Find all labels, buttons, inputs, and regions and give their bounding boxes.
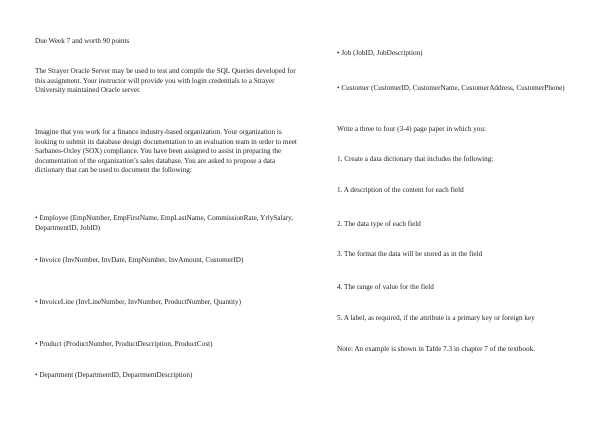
table-item-invoiceline: • InvoiceLine (InvLineNumber, InvNumber, ProductNumber, Quantity)	[35, 298, 242, 306]
table-item-department: • Department (DepartmentID, DepartmentDescription)	[35, 371, 193, 379]
table-item-employee: • Employee (EmpNumber, EmpFirstName, EmpLastName, CommissionRate, YrlySalary, DepartmentID, JobID)	[35, 214, 294, 232]
task-label: 5. A label, as required, if the attribute is a primary key or foreign key	[337, 314, 535, 322]
task-format: 3. The format the data will be stored as in the field	[337, 250, 483, 258]
textbook-note: Note: An example is shown in Table 7.3 in chapter 7 of the textbook.	[337, 345, 535, 353]
table-item-product: • Product (ProductNumber, ProductDescription, ProductCost)	[35, 340, 213, 348]
task-range: 4. The range of value for the field	[337, 283, 434, 291]
server-note: The Strayer Oracle Server may be used to test and compile the SQL Queries developed for this assignment. Your instructor will provide you with login credentials to a Strayer University maintained Oracle server.	[35, 67, 296, 95]
task-description: 1. A description of the content for each field	[337, 186, 464, 194]
scenario-paragraph: Imagine that you work for a finance industry-based organization. Your organization is looking to submit its database design documentation to an evaluation team in order to meet Sarbanes-Oxley (SOX) compliance. You have been assigned to assist in preparing the documentation of the organization’s sales database. You are asked to propose a data dictionary that can be used to document the following:	[35, 128, 297, 175]
table-item-job: • Job (JobID, JobDescription)	[337, 49, 423, 57]
task-create-dictionary: 1. Create a data dictionary that includes the following:	[337, 155, 494, 163]
due-line: Due Week 7 and worth 90 points	[35, 37, 130, 45]
table-item-invoice: • Invoice (InvNumber, InvDate, EmpNumber, InvAmount, CustomerID)	[35, 256, 244, 264]
task-data-type: 2. The data type of each field	[337, 220, 421, 228]
instruction-line: Write a three to four (3-4) page paper in which you:	[337, 125, 486, 133]
table-item-customer: • Customer (CustomerID, CustomerName, CustomerAddress, CustomerPhone)	[337, 84, 565, 92]
